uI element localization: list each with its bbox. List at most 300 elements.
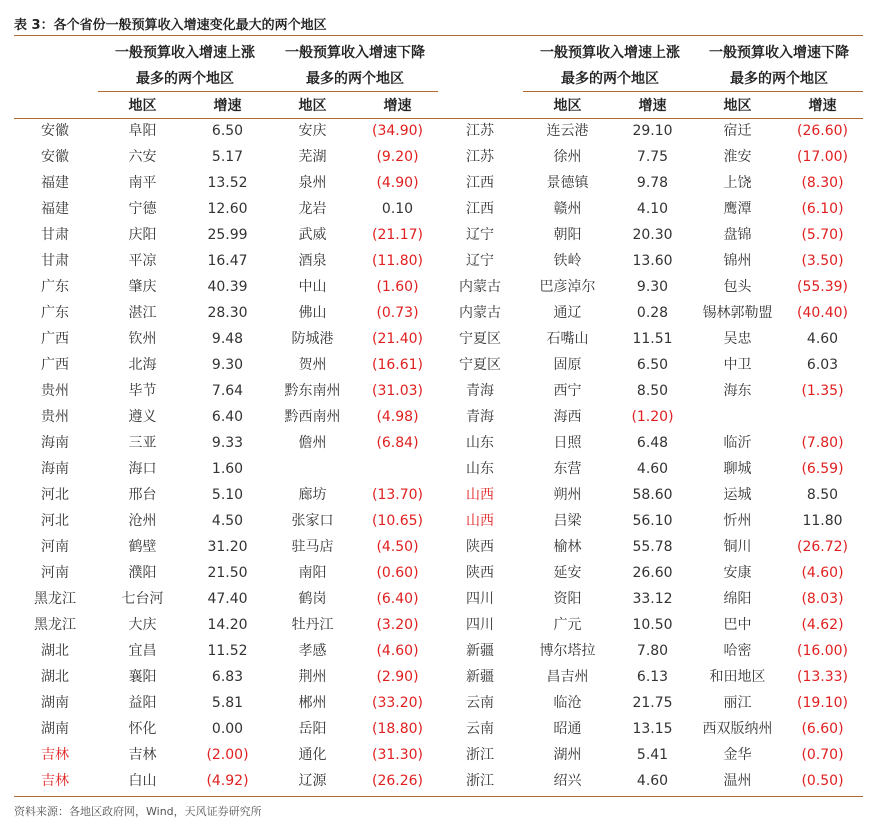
down-speed-cell: (19.10) [796,695,848,711]
up-speed-cell: 55.78 [632,539,673,555]
up-speed-cell: 9.33 [211,435,244,451]
up-region-cell: 钦州 [128,331,157,347]
down-speed-cell [780,404,865,430]
province-cell: 河南 [41,539,69,555]
table-row [0,612,877,638]
col-header-region: 地区 [723,98,752,114]
up-region-cell: 资阳 [553,591,582,607]
province-cell: 海南 [41,461,69,477]
col-header-speed: 增速 [213,98,242,114]
up-speed-cell: 9.48 [211,331,244,347]
table-row [0,118,877,144]
down-region-cell: 临沂 [723,435,752,451]
table-row [0,560,877,586]
left-header-underline [98,91,438,92]
province-cell: 甘肃 [41,253,69,269]
province-cell: 海南 [41,435,69,451]
province-cell: 湖南 [41,721,69,737]
down-region-cell: 安康 [723,565,752,581]
down-speed-cell: (4.62) [801,617,844,633]
table-row [0,170,877,196]
down-speed-cell: (10.65) [371,513,423,529]
up-speed-cell: 7.80 [636,643,669,659]
up-region-cell: 白山 [128,773,157,789]
province-cell: 贵州 [41,383,69,399]
down-speed-cell: (13.33) [796,669,848,685]
down-speed-cell: (0.60) [376,565,419,581]
up-speed-cell: 5.10 [211,487,244,503]
up-region-cell: 朝阳 [553,227,582,243]
up-speed-cell: 7.64 [211,383,244,399]
down-region-cell: 西双版纳州 [702,721,773,737]
down-region-cell: 上饶 [723,175,752,191]
down-region-cell: 中山 [298,279,327,295]
down-region-cell: 荆州 [298,669,327,685]
down-speed-cell: (3.50) [801,253,844,269]
table-row [0,430,877,456]
up-region-cell: 徐州 [553,149,582,165]
header-line-2: 最多的两个地区 [561,71,659,87]
down-region-cell: 鹰潭 [723,201,752,217]
province-cell: 四川 [466,617,494,633]
up-region-cell: 宜昌 [128,643,157,659]
up-speed-cell: 20.30 [632,227,673,243]
province-cell: 湖北 [41,643,69,659]
up-speed-cell: 6.48 [636,435,669,451]
col-header-speed: 增速 [383,98,412,114]
down-speed-cell: (11.80) [371,253,423,269]
down-region-cell: 金华 [723,747,752,763]
up-region-cell: 宁德 [128,201,157,217]
up-speed-cell: 13.15 [632,721,673,737]
down-region-cell: 芜湖 [298,149,327,165]
up-speed-cell: 11.52 [207,643,248,659]
down-speed-cell: (6.59) [801,461,844,477]
down-speed-cell: (55.39) [796,279,848,295]
col-header-speed: 增速 [808,98,837,114]
header-line-1: 一般预算收入增速下降 [709,45,849,61]
up-region-cell: 东营 [553,461,582,477]
up-speed-cell: 13.60 [632,253,673,269]
down-speed-cell: (18.80) [371,721,423,737]
up-speed-cell: (1.20) [631,409,674,425]
bottom-rule [14,796,863,797]
col-header-speed: 增速 [638,98,667,114]
down-speed-cell: (6.40) [376,591,419,607]
province-cell: 广东 [41,279,69,295]
header-line-1: 一般预算收入增速上涨 [540,45,680,61]
down-region-cell: 吴忠 [723,331,752,347]
up-speed-cell: 25.99 [207,227,248,243]
province-cell: 云南 [466,695,494,711]
table-row [0,248,877,274]
province-cell: 江苏 [466,149,494,165]
table-row [0,664,877,690]
province-cell: 新疆 [466,643,494,659]
up-speed-cell: 6.40 [211,409,244,425]
down-speed-cell: (26.60) [796,123,848,139]
up-region-cell: 濮阳 [128,565,157,581]
up-speed-cell: 58.60 [632,487,673,503]
down-speed-cell: (16.61) [371,357,423,373]
province-cell: 广西 [41,331,69,347]
province-cell: 山西 [466,513,494,529]
down-region-cell: 铜川 [723,539,752,555]
up-speed-cell: 4.60 [636,773,669,789]
up-region-cell: 襄阳 [128,669,157,685]
province-cell: 辽宁 [466,253,494,269]
up-region-cell: 六安 [128,149,157,165]
down-region-cell: 通化 [298,747,327,763]
province-cell: 山西 [466,487,494,503]
down-speed-cell: (0.70) [801,747,844,763]
down-region-cell: 中卫 [723,357,752,373]
table-row [0,274,877,300]
down-speed-cell: (1.35) [801,383,844,399]
down-region-cell: 孝感 [298,643,327,659]
up-speed-cell: 26.60 [632,565,673,581]
up-region-cell: 固原 [553,357,582,373]
up-speed-cell: 9.30 [211,357,244,373]
table-row [0,690,877,716]
province-cell: 福建 [41,175,69,191]
province-cell: 甘肃 [41,227,69,243]
right-group-up-header [525,40,695,92]
province-cell: 黑龙江 [34,591,76,607]
up-region-cell: 西宁 [553,383,582,399]
down-region-cell: 包头 [723,279,752,295]
province-cell: 浙江 [466,773,494,789]
down-region-cell [695,404,780,430]
up-speed-cell: 4.50 [211,513,244,529]
up-speed-cell: 16.47 [207,253,248,269]
down-region-cell: 防城港 [291,331,334,347]
up-region-cell: 南平 [128,175,157,191]
up-speed-cell: 21.50 [207,565,248,581]
down-speed-cell: (8.30) [801,175,844,191]
up-region-cell: 连云港 [546,123,589,139]
up-region-cell: 赣州 [553,201,582,217]
up-region-cell: 邢台 [128,487,157,503]
up-region-cell: 延安 [553,565,582,581]
down-region-cell [270,456,355,482]
province-cell: 江西 [466,175,494,191]
up-speed-cell: 13.52 [207,175,248,191]
top-rule [14,35,863,36]
down-region-cell: 酒泉 [298,253,327,269]
col-header-region: 地区 [298,98,327,114]
down-region-cell: 贺州 [298,357,327,373]
down-region-cell: 盘锦 [723,227,752,243]
province-cell: 贵州 [41,409,69,425]
up-speed-cell: 4.10 [636,201,669,217]
up-region-cell: 北海 [128,357,157,373]
province-cell: 山东 [466,435,494,451]
header-line-2: 最多的两个地区 [136,71,234,87]
up-region-cell: 益阳 [128,695,157,711]
down-region-cell: 绵阳 [723,591,752,607]
down-region-cell: 南阳 [298,565,327,581]
down-speed-cell: (2.90) [376,669,419,685]
up-speed-cell: (2.00) [206,747,249,763]
up-region-cell: 阜阳 [128,123,157,139]
up-region-cell: 湖州 [553,747,582,763]
up-region-cell: 肇庆 [128,279,157,295]
province-cell: 河南 [41,565,69,581]
up-speed-cell: 6.13 [636,669,669,685]
down-region-cell: 海东 [723,383,752,399]
up-speed-cell: 40.39 [207,279,248,295]
table-row [0,326,877,352]
table-row [0,378,877,404]
down-speed-cell: (8.03) [801,591,844,607]
header-line-1: 一般预算收入增速上涨 [115,45,255,61]
table-row [0,768,877,794]
up-region-cell: 昌吉州 [546,669,589,685]
down-speed-cell: (4.90) [376,175,419,191]
table-row [0,742,877,768]
up-region-cell: 博尔塔拉 [539,643,596,659]
down-speed-cell: (4.98) [376,409,419,425]
down-region-cell: 宿迁 [723,123,752,139]
up-speed-cell: 28.30 [207,305,248,321]
province-cell: 陕西 [466,539,494,555]
down-region-cell: 聊城 [723,461,752,477]
table-title: 表 3：各个省份一般预算收入增速变化最大的两个地区 [14,18,327,33]
table-row [0,352,877,378]
up-speed-cell: 6.50 [211,123,244,139]
down-region-cell: 张家口 [291,513,334,529]
up-speed-cell: 10.50 [632,617,673,633]
header-line-1: 一般预算收入增速下降 [285,45,425,61]
province-cell: 河北 [41,487,69,503]
up-speed-cell: 0.00 [211,721,244,737]
up-region-cell: 景德镇 [546,175,589,191]
up-speed-cell: 11.51 [632,331,673,347]
province-cell: 青海 [466,383,494,399]
up-region-cell: 鹤壁 [128,539,157,555]
up-region-cell: 铁岭 [553,253,582,269]
up-region-cell: 广元 [553,617,582,633]
down-region-cell: 巴中 [723,617,752,633]
down-speed-cell: (26.72) [796,539,848,555]
province-cell: 青海 [466,409,494,425]
down-speed-cell: (0.73) [376,305,419,321]
down-speed-cell: (6.60) [801,721,844,737]
province-cell: 浙江 [466,747,494,763]
down-speed-cell: (17.00) [796,149,848,165]
down-speed-cell: (13.70) [371,487,423,503]
up-region-cell: 怀化 [128,721,157,737]
table-row [0,534,877,560]
down-speed-cell: 11.80 [802,513,843,529]
province-cell: 江苏 [466,123,494,139]
up-speed-cell: 7.75 [636,149,669,165]
down-speed-cell: (21.17) [371,227,423,243]
down-region-cell: 辽源 [298,773,327,789]
table-row [0,222,877,248]
down-region-cell: 黔西南州 [284,409,341,425]
up-region-cell: 毕节 [128,383,157,399]
down-speed-cell: (4.50) [376,539,419,555]
down-speed-cell: (1.60) [376,279,419,295]
up-speed-cell: 5.41 [636,747,669,763]
up-speed-cell: 5.81 [211,695,244,711]
province-cell: 湖北 [41,669,69,685]
up-speed-cell: 6.83 [211,669,244,685]
up-region-cell: 海西 [553,409,582,425]
down-speed-cell: (9.20) [376,149,419,165]
province-cell: 安徽 [41,123,69,139]
up-speed-cell: 29.10 [632,123,673,139]
down-region-cell: 淮安 [723,149,752,165]
down-region-cell: 锦州 [723,253,752,269]
down-speed-cell: (6.84) [376,435,419,451]
down-speed-cell: (31.03) [371,383,423,399]
province-cell: 宁夏区 [459,357,501,373]
up-speed-cell: 12.60 [207,201,248,217]
down-speed-cell: (5.70) [801,227,844,243]
down-speed-cell: (33.20) [371,695,423,711]
up-speed-cell: 21.75 [632,695,673,711]
down-region-cell: 佛山 [298,305,327,321]
up-region-cell: 沧州 [128,513,157,529]
down-speed-cell: 8.50 [806,487,839,503]
province-cell: 湖南 [41,695,69,711]
down-region-cell: 丽江 [723,695,752,711]
down-region-cell: 武威 [298,227,327,243]
up-region-cell: 榆林 [553,539,582,555]
down-speed-cell: 0.10 [381,201,414,217]
down-speed-cell: (21.40) [371,331,423,347]
down-region-cell: 黔东南州 [284,383,341,399]
down-speed-cell [355,456,440,482]
up-region-cell: 三亚 [128,435,157,451]
province-cell: 陕西 [466,565,494,581]
table-row [0,508,877,534]
down-speed-cell: (0.50) [801,773,844,789]
up-region-cell: 庆阳 [128,227,157,243]
col-header-region: 地区 [128,98,157,114]
up-region-cell: 绍兴 [553,773,582,789]
up-region-cell: 昭通 [553,721,582,737]
up-region-cell: 朔州 [553,487,582,503]
up-speed-cell: 9.78 [636,175,669,191]
province-cell: 内蒙古 [459,305,501,321]
down-region-cell: 廊坊 [298,487,327,503]
down-region-cell: 哈密 [723,643,752,659]
down-region-cell: 温州 [723,773,752,789]
up-region-cell: 日照 [553,435,582,451]
down-speed-cell: (6.10) [801,201,844,217]
down-region-cell: 儋州 [298,435,327,451]
down-speed-cell: (4.60) [376,643,419,659]
down-region-cell: 郴州 [298,695,327,711]
province-cell: 四川 [466,591,494,607]
up-region-cell: 巴彦淖尔 [539,279,596,295]
down-speed-cell: (26.26) [371,773,423,789]
down-region-cell: 牡丹江 [291,617,334,633]
down-region-cell: 龙岩 [298,201,327,217]
up-speed-cell: 9.30 [636,279,669,295]
province-cell: 云南 [466,721,494,737]
province-cell: 吉林 [41,773,69,789]
down-region-cell: 安庆 [298,123,327,139]
up-speed-cell: 31.20 [207,539,248,555]
down-region-cell: 和田地区 [709,669,766,685]
table-row [0,716,877,742]
up-speed-cell: 0.28 [636,305,669,321]
table-row [0,144,877,170]
down-region-cell: 鹤岗 [298,591,327,607]
province-cell: 辽宁 [466,227,494,243]
province-cell: 黑龙江 [34,617,76,633]
up-speed-cell: 1.60 [211,461,244,477]
down-region-cell: 锡林郭勒盟 [702,305,773,321]
province-cell: 宁夏区 [459,331,501,347]
col-header-region: 地区 [553,98,582,114]
province-cell: 广东 [41,305,69,321]
province-cell: 新疆 [466,669,494,685]
up-region-cell: 通辽 [553,305,582,321]
table-row [0,456,877,482]
province-cell: 山东 [466,461,494,477]
province-cell: 福建 [41,201,69,217]
up-region-cell: 石嘴山 [546,331,589,347]
up-region-cell: 七台河 [121,591,164,607]
up-speed-cell: 33.12 [632,591,673,607]
up-speed-cell: 5.17 [211,149,244,165]
down-region-cell: 运城 [723,487,752,503]
down-region-cell: 泉州 [298,175,327,191]
left-group-up-header [100,40,270,92]
table-row [0,300,877,326]
province-cell: 广西 [41,357,69,373]
up-region-cell: 大庆 [128,617,157,633]
up-speed-cell: 47.40 [207,591,248,607]
table-row [0,586,877,612]
up-region-cell: 临沧 [553,695,582,711]
down-speed-cell: (40.40) [796,305,848,321]
up-region-cell: 遵义 [128,409,157,425]
up-speed-cell: 8.50 [636,383,669,399]
down-speed-cell: (4.60) [801,565,844,581]
down-speed-cell: (31.30) [371,747,423,763]
header-line-2: 最多的两个地区 [730,71,828,87]
table-row [0,638,877,664]
right-group-down-header [695,40,863,92]
right-header-underline [523,91,863,92]
province-cell: 江西 [466,201,494,217]
down-speed-cell: (7.80) [801,435,844,451]
up-speed-cell: 14.20 [207,617,248,633]
table-row [0,404,877,430]
up-region-cell: 湛江 [128,305,157,321]
up-region-cell: 吕梁 [553,513,582,529]
down-speed-cell: 4.60 [806,331,839,347]
down-speed-cell: 6.03 [806,357,839,373]
up-region-cell: 海口 [128,461,157,477]
up-region-cell: 平凉 [128,253,157,269]
province-cell: 河北 [41,513,69,529]
table-row [0,482,877,508]
up-region-cell: 吉林 [128,747,157,763]
up-speed-cell: 56.10 [632,513,673,529]
table-row [0,196,877,222]
down-region-cell: 岳阳 [298,721,327,737]
down-speed-cell: (3.20) [376,617,419,633]
province-cell: 安徽 [41,149,69,165]
